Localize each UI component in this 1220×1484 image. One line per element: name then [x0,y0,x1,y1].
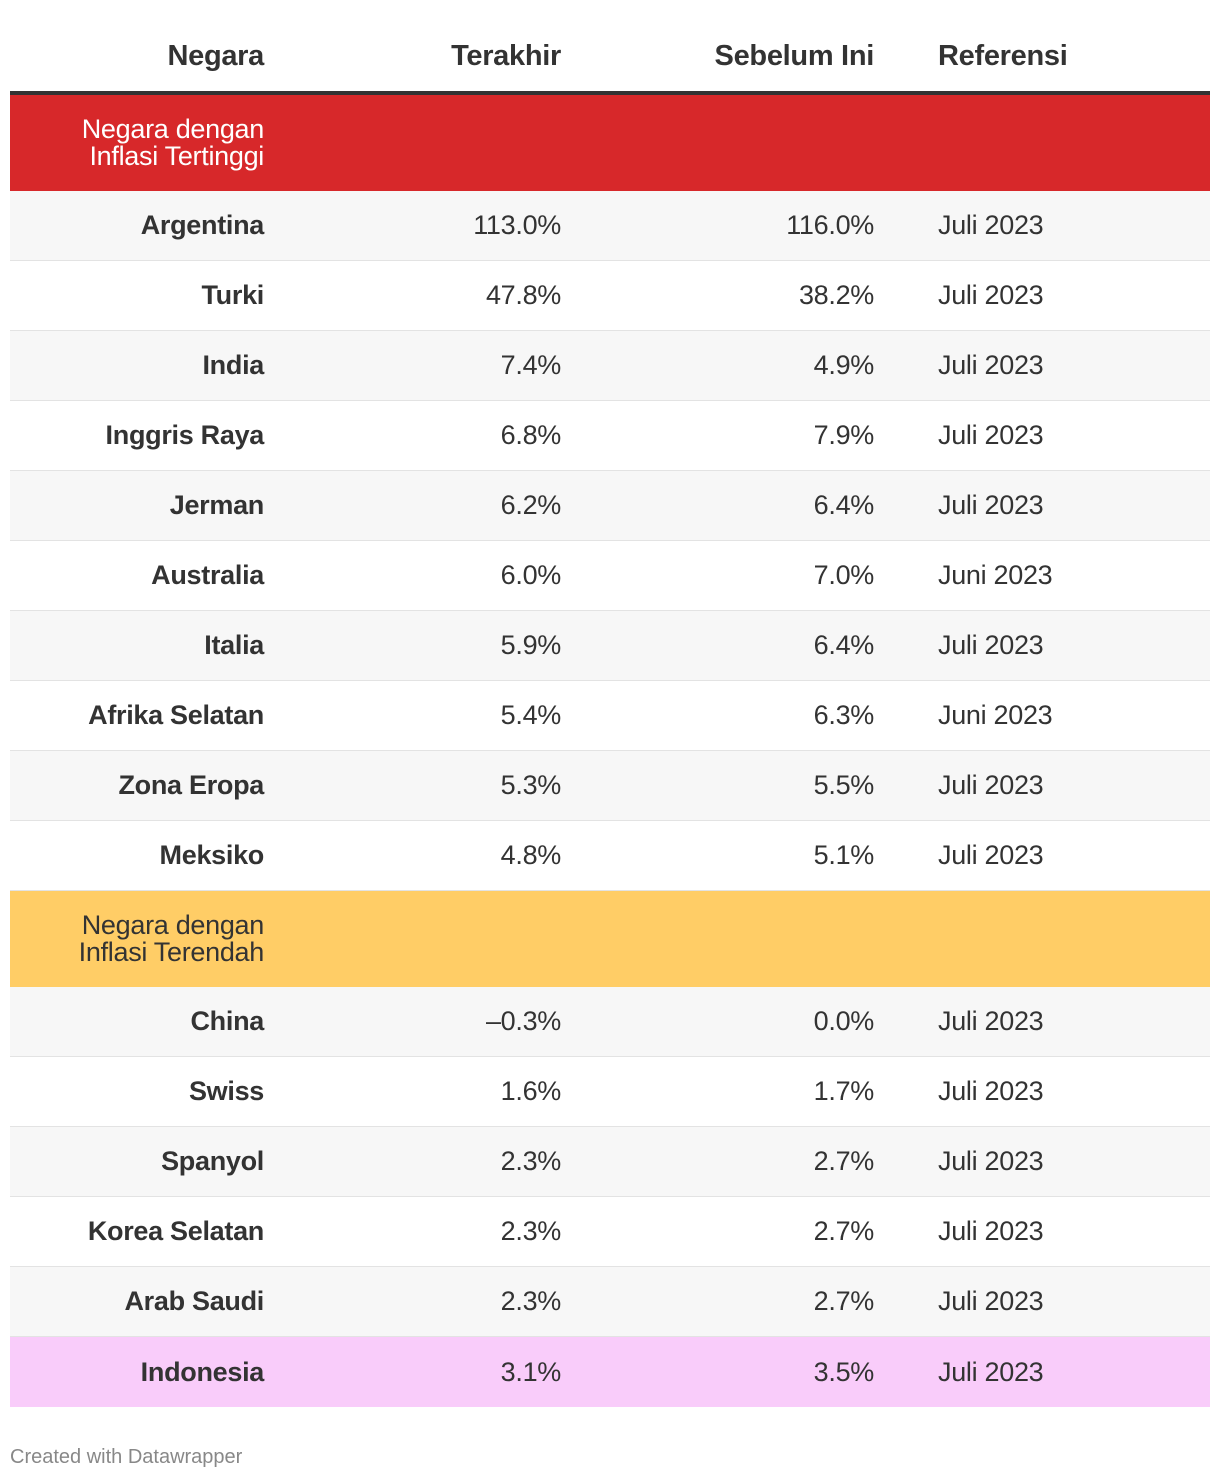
cell-country: Inggris Raya [105,420,264,450]
rows-lowest [10,987,1210,1337]
cell-reference: Juli 2023 [938,490,1044,520]
group-header-lowest [10,891,1210,987]
cell-previous: 3.5% [813,1356,874,1387]
table-row [10,1197,1210,1267]
cell-latest: 3.1% [500,1356,561,1387]
cell-country: Afrika Selatan [88,700,264,730]
table-row [10,191,1210,261]
cell-reference: Juli 2023 [938,630,1044,660]
cell-previous: 7.0% [813,560,874,590]
inflation-table [10,0,1210,1407]
cell-country: Korea Selatan [87,1216,264,1246]
table-row [10,541,1210,611]
cell-country: Turki [201,280,264,310]
cell-reference: Juli 2023 [938,840,1044,870]
cell-reference: Juli 2023 [938,350,1044,380]
cell-country: Zona Eropa [118,770,264,800]
footer-credit[interactable]: Created with Datawrapper [10,1446,243,1468]
table-row [10,751,1210,821]
cell-latest: 2.3% [500,1286,561,1316]
table-row [10,471,1210,541]
table-row [10,1267,1210,1337]
header-reference[interactable]: Referensi [938,40,1068,72]
table-row [10,401,1210,471]
cell-previous: 2.7% [813,1146,874,1176]
cell-country: Arab Saudi [124,1286,264,1316]
cell-reference: Juli 2023 [938,420,1044,450]
table-row [10,331,1210,401]
cell-reference: Juli 2023 [938,1286,1044,1316]
cell-country: Jerman [169,490,264,520]
cell-country: China [190,1006,264,1036]
cell-country: Meksiko [159,840,264,870]
table-row [10,987,1210,1057]
cell-reference: Juli 2023 [938,1006,1044,1036]
cell-country: Italia [204,630,264,660]
cell-latest: 2.3% [500,1216,561,1246]
cell-latest: 5.9% [500,630,561,660]
group-header-highest [10,95,1210,191]
table-row [10,261,1210,331]
cell-reference: Juli 2023 [938,1076,1044,1106]
cell-country: Australia [151,560,264,590]
cell-latest: 7.4% [500,350,561,380]
group-label-line1: Negara dengan [81,910,264,940]
header-country[interactable]: Negara [167,40,264,72]
table-header [10,0,1210,95]
table-row [10,611,1210,681]
cell-latest: 5.3% [500,770,561,800]
cell-latest: 6.2% [500,490,561,520]
table-row [10,1057,1210,1127]
cell-reference: Juli 2023 [938,770,1044,800]
group-label-line1: Negara dengan [81,114,264,144]
table-row [10,1127,1210,1197]
cell-previous: 2.7% [813,1216,874,1246]
cell-latest: 4.8% [500,840,561,870]
table-row [10,821,1210,891]
cell-previous: 116.0% [786,210,874,240]
cell-previous: 6.4% [813,490,874,520]
cell-previous: 6.4% [813,630,874,660]
rows-highest [10,191,1210,891]
cell-latest: 47.8% [485,280,561,310]
cell-reference: Juli 2023 [938,210,1044,240]
cell-latest: 6.8% [500,420,561,450]
cell-latest: 6.0% [500,560,561,590]
cell-previous: 1.7% [813,1076,874,1106]
cell-latest: 2.3% [500,1146,561,1176]
cell-reference: Juli 2023 [938,1356,1044,1387]
cell-previous: 5.5% [813,770,874,800]
cell-previous: 7.9% [813,420,874,450]
cell-previous: 2.7% [813,1286,874,1316]
table-row-highlight-indonesia [10,1337,1210,1407]
group-label-line2: Inflasi Tertinggi [89,141,264,171]
cell-previous: 38.2% [798,280,874,310]
cell-country: Spanyol [161,1146,264,1176]
cell-latest: 1.6% [500,1076,561,1106]
group-label-line2: Inflasi Terendah [78,937,264,967]
cell-country: Argentina [140,210,264,240]
cell-reference: Juni 2023 [938,700,1053,730]
cell-country: India [202,350,264,380]
header-previous[interactable]: Sebelum Ini [714,40,874,72]
cell-latest: 5.4% [500,700,561,730]
cell-reference: Juli 2023 [938,1216,1044,1246]
cell-reference: Juli 2023 [938,280,1044,310]
cell-reference: Juni 2023 [938,560,1053,590]
cell-latest: 113.0% [473,210,561,240]
cell-previous: 5.1% [813,840,874,870]
cell-previous: 6.3% [813,700,874,730]
header-latest[interactable]: Terakhir [451,40,561,72]
table-row [10,681,1210,751]
cell-previous: 4.9% [813,350,874,380]
cell-latest: –0.3% [485,1006,561,1036]
cell-country: Swiss [188,1076,264,1106]
cell-reference: Juli 2023 [938,1146,1044,1176]
cell-country: Indonesia [140,1356,264,1387]
cell-previous: 0.0% [813,1006,874,1036]
